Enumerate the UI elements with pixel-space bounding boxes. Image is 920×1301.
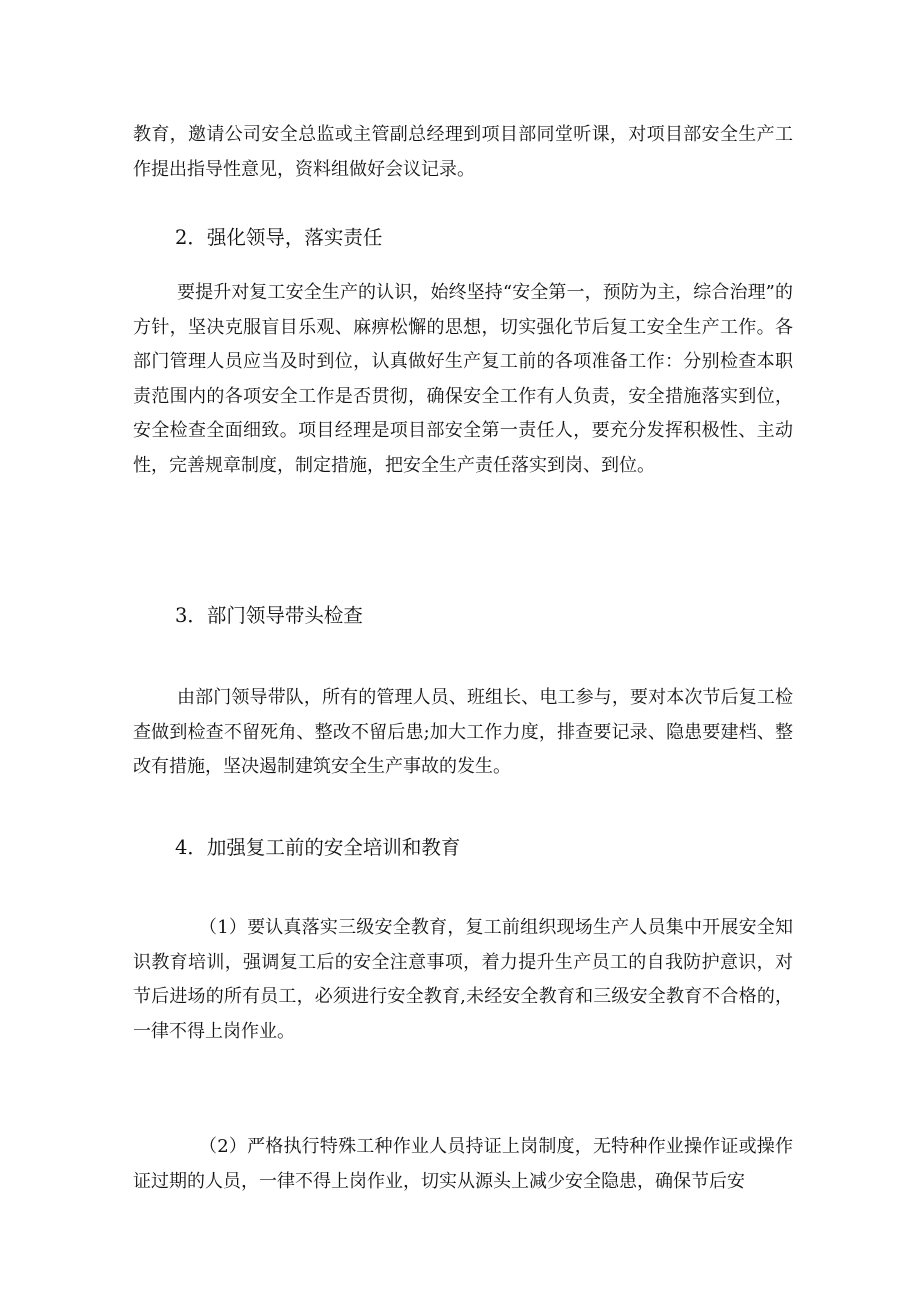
section-heading-3: 3．部门领导带头检查 <box>175 604 363 627</box>
section-3-paragraph: 由部门领导带队，所有的管理人员、班组长、电工参与，要对本次节后复工检查做到检查不留死角、整改不留后患;加大工作力度，排查要记录、隐患要建档、整改有措施，坚决遏制建筑安全生产事故的发生。 <box>133 687 793 777</box>
section-heading-2: 2．强化领导，落实责任 <box>175 226 383 249</box>
intro-paragraph: 教育，邀请公司安全总监或主管副总经理到项目部同堂听课，对项目部安全生产工作提出指导性意见，资料组做好会议记录。 <box>133 124 793 180</box>
section-2-paragraph: 要提升对复工安全生产的认识，始终坚持“安全第一，预防为主，综合治理”的方针，坚决克服盲目乐观、麻痹松懈的思想，切实强化节后复工安全生产工作。各部门管理人员应当及时到位，认真做好生产复工前的各项准备工作：分别检查本职责范围内的各项安全工作是否贯彻，确保安全工作有人负责，安全措施落实到位，安全检查全面细致。项目经理是项目部安全第一责任人，要充分发挥积极性、主动性，完善规章制度，制定措施，把安全生产责任落实到岗、到位。 <box>133 282 793 476</box>
section-4-item-1-paragraph: （1）要认真落实三级安全教育，复工前组织现场生产人员集中开展安全知识教育培训，强调复工后的安全注意事项，着力提升生产员工的自我防护意识，对节后进场的所有员工，必须进行安全教育,未经安全教育和三级安全教育不合格的，一律不得上岗作业。 <box>133 917 793 1042</box>
section-4-item-2-paragraph: （2）严格执行特殊工种作业人员持证上岗制度，无特种作业操作证或操作证过期的人员，一律不得上岗作业，切实从源头上减少安全隐患，确保节后安 <box>133 1136 793 1192</box>
section-heading-4: 4．加强复工前的安全培训和教育 <box>175 836 461 859</box>
